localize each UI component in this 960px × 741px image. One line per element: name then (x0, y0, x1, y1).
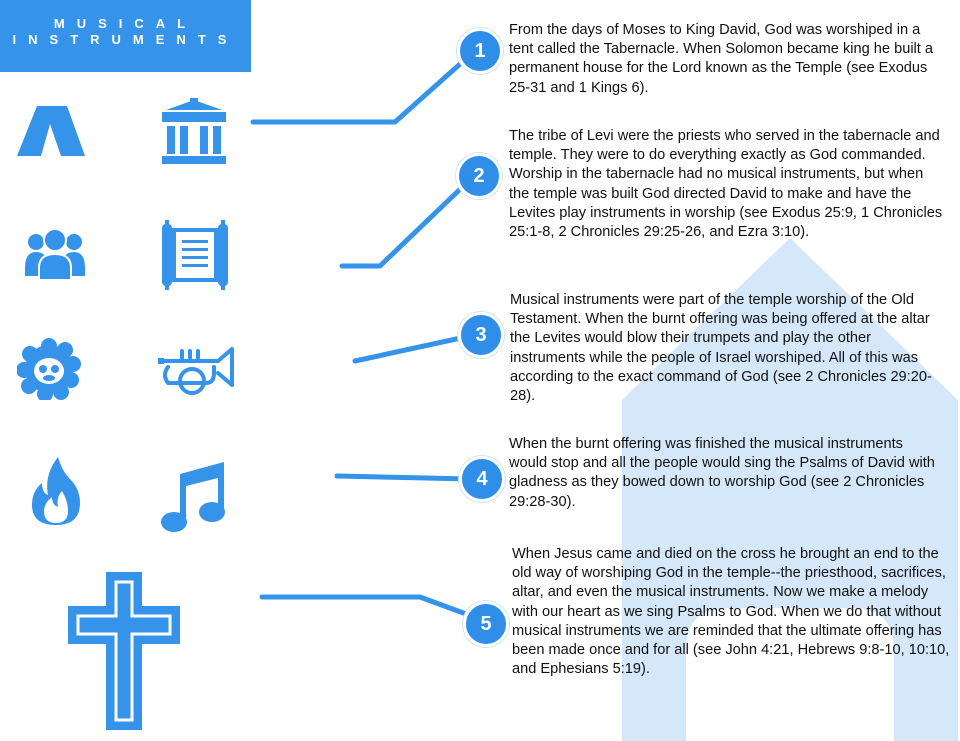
music-note-icon (160, 462, 228, 534)
trumpet-icon (158, 345, 240, 401)
step-3-badge: 3 (458, 312, 504, 358)
step-1-badge: 1 (457, 28, 503, 74)
step-3-text: Musical instruments were part of the temple worship of the Old Testament. When the burnt offering was being offered at the altar the Levites would blow their trumpets and play the other instruments while the people of Israel worshiped. All of this was according to the exact command of God (see 2 Chronicles 29:20-28). (510, 292, 932, 405)
people-group-icon (25, 226, 85, 282)
step-4-badge: 4 (459, 456, 505, 502)
cross-icon (68, 572, 180, 730)
fire-icon (28, 457, 84, 527)
temple-icon (160, 98, 228, 166)
step-5-text: When Jesus came and died on the cross he brought an end to the old way of worshiping God in the temple--the priesthood, sacrifices, altar, and even the musical instruments. Now we make a melody with our heart as we sing Psalms to God. When we do that without musical instruments we are reminded that the ultimate offering has been made once and for all (see John 4:21, Hebrews 9:8-10, 10:10, and Ephesians 5:19). (512, 546, 950, 678)
step-2-badge: 2 (456, 153, 502, 199)
tent-icon (15, 102, 87, 158)
step-5-badge: 5 (463, 601, 509, 647)
sheep-icon (17, 338, 81, 400)
title-line-1: MUSICAL (53, 16, 198, 31)
step-2-text: The tribe of Levi were the priests who served in the tabernacle and temple. They were to do everything exactly as God commanded. Worship in the tabernacle had no musical instruments, but when the temple was built God directed David to make and have the Levites play instruments in worship (see Exodus 25:9, 1 Chronicles 25:1-8, 2 Chronicles 29:25-26, and Ezra 3:10). (509, 128, 943, 241)
scroll-icon (160, 220, 230, 290)
step-4-text: When the burnt offering was finished the musical instruments would stop and all the people would sing the Psalms of David with gladness as they bowed down to worship God (see 2 Chronicles 29:28-30). (509, 436, 935, 510)
step-1-text: From the days of Moses to King David, God was worshiped in a tent called the Tabernacle. When Solomon became king he built a permanent house for the Lord known as the Temple (see Exodus 25-31 and 1 Kings 6). (509, 22, 934, 96)
title-line-2: INSTRUMENTS (12, 32, 239, 47)
